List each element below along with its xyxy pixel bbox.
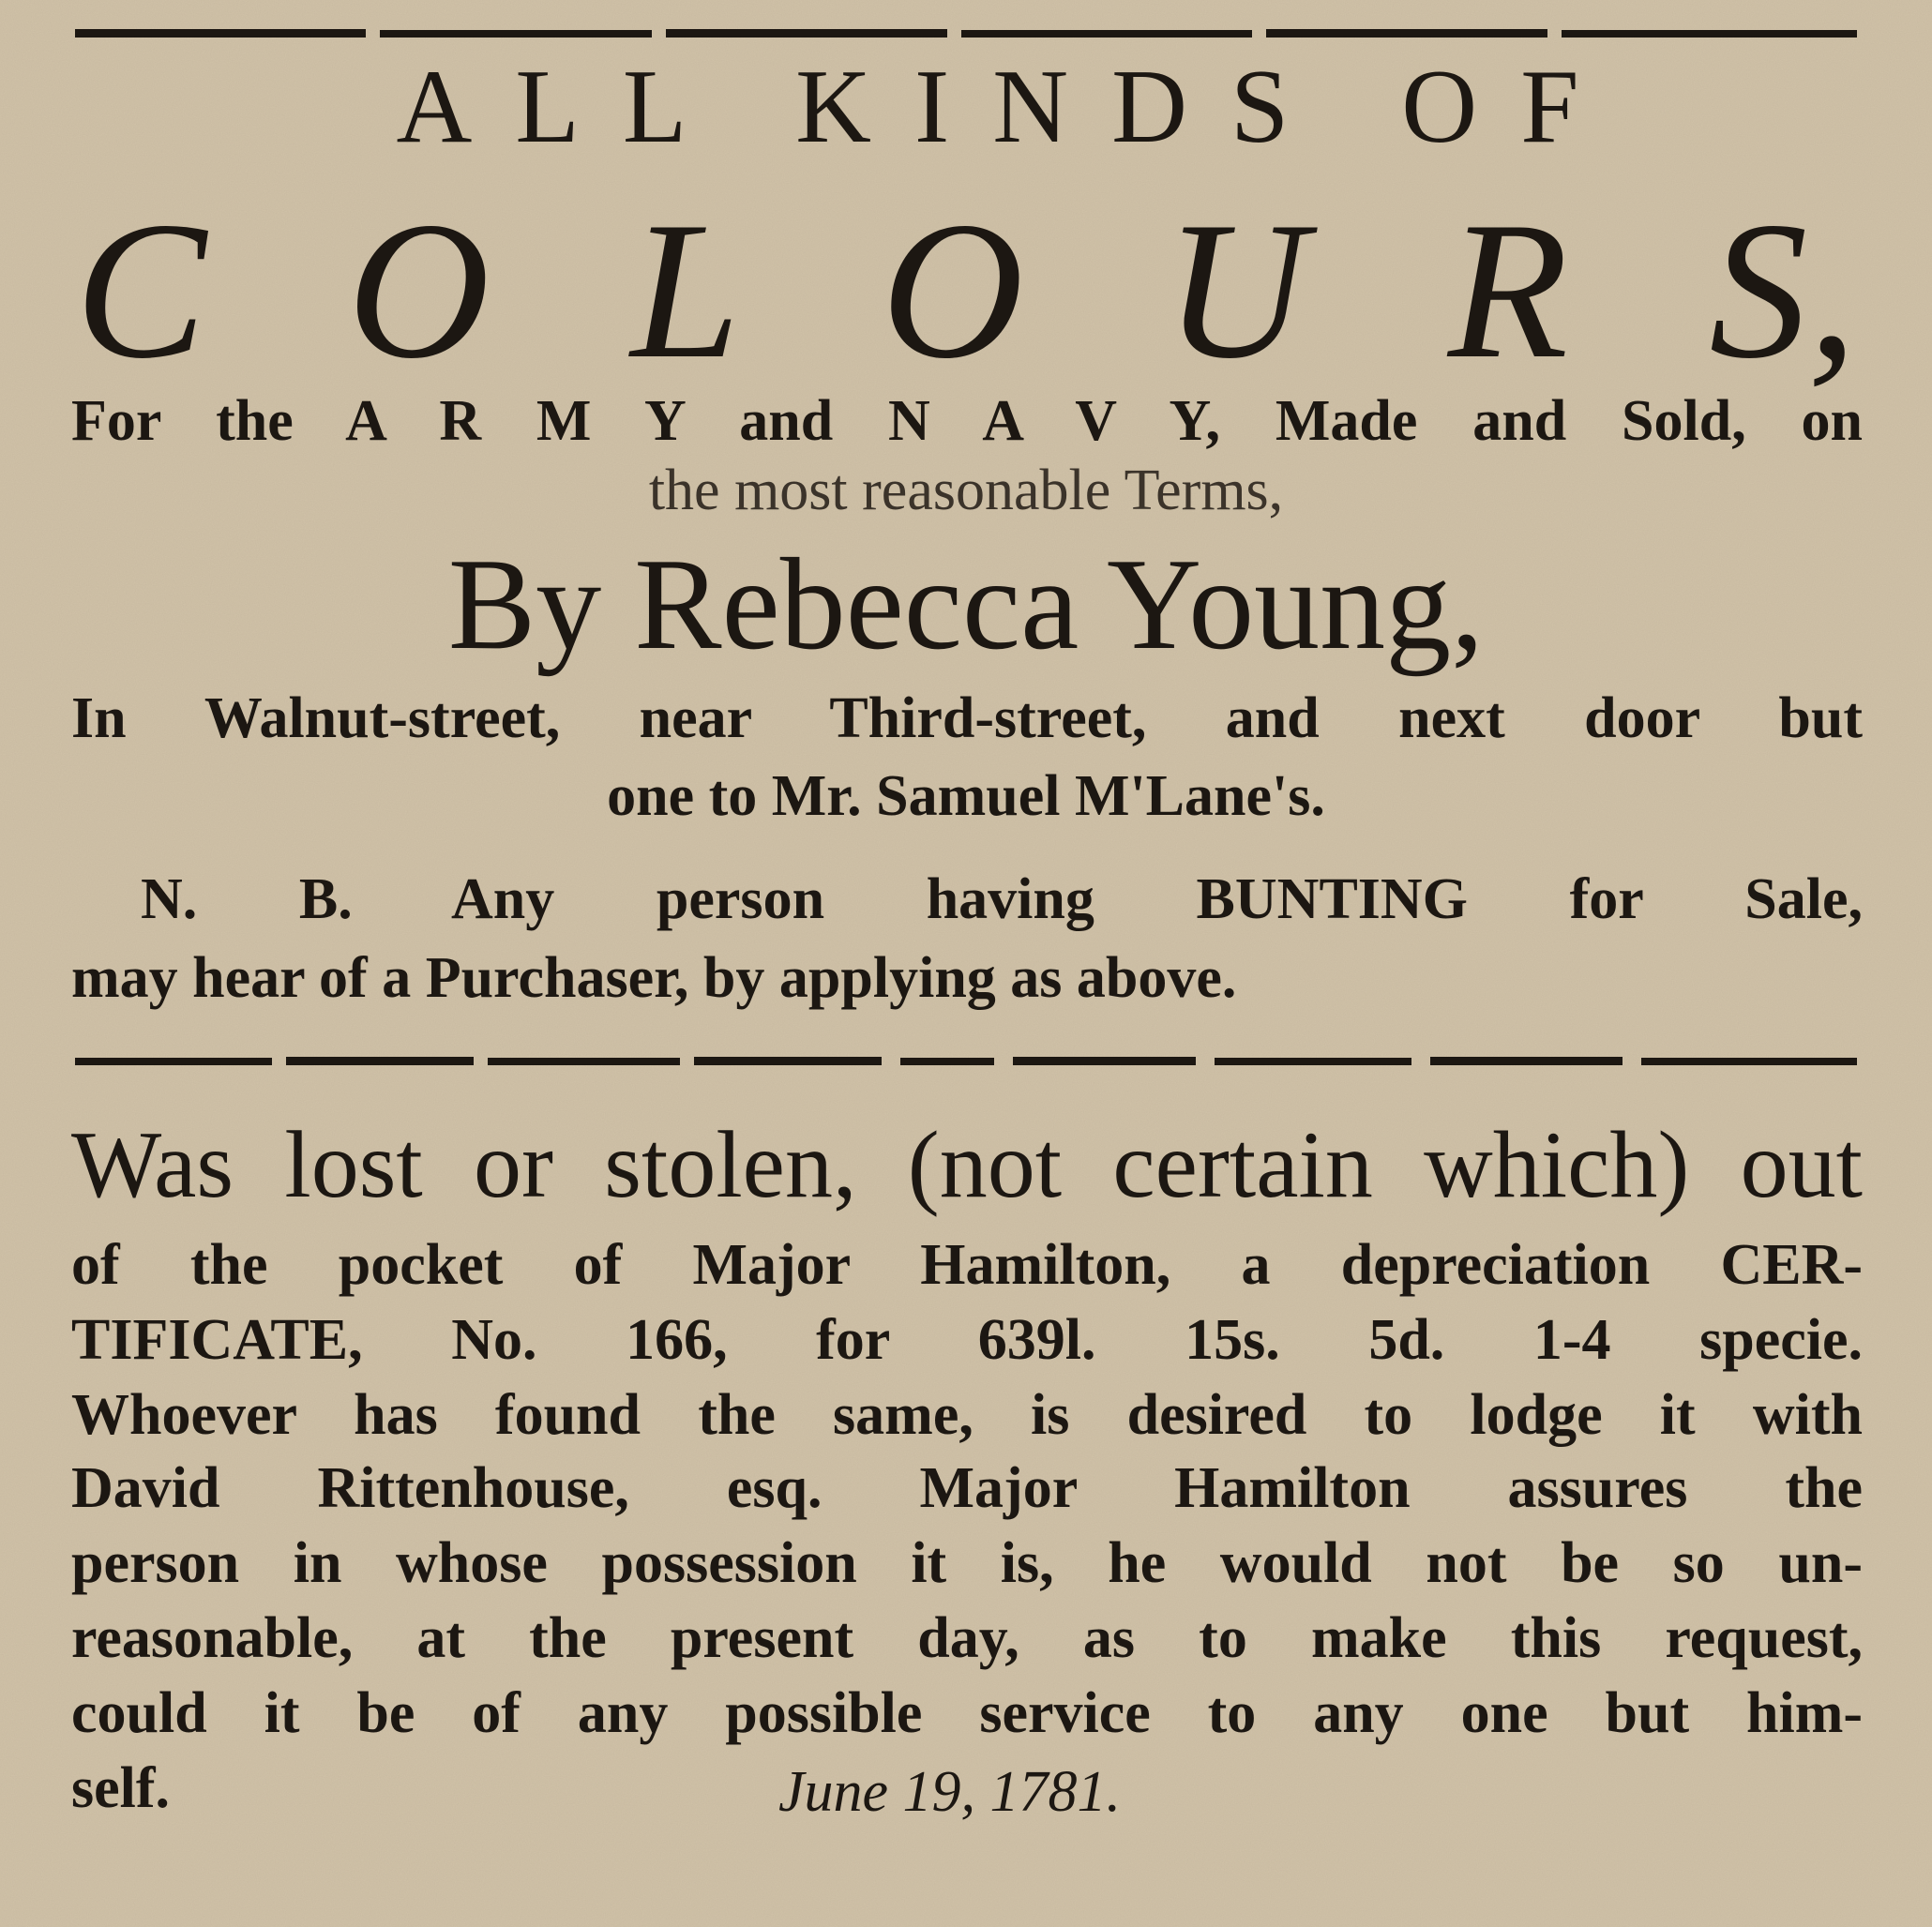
heading-letter: O <box>347 182 491 399</box>
ad-address-line-2: one to Mr. Samuel M'Lane's. <box>607 764 1325 828</box>
ad-heading-all-kinds-of: ALL KINDS OF <box>396 49 1623 165</box>
notice-body-line: Whoever has found the same, is desired to lodge it with <box>71 1383 1863 1447</box>
ad-nota-bene-line-1: N. B. Any person having BUNTING for Sale, <box>141 867 1863 931</box>
middle-divider-rule <box>75 1054 1857 1067</box>
ad-address-line-1: In Walnut-street, near Third-street, and next door but <box>71 686 1863 750</box>
notice-date: June 19, 1781. <box>778 1760 1122 1824</box>
ad-nota-bene-line-2: may hear of a Purchaser, by applying as above. <box>71 946 1237 1010</box>
notice-body-line: David Rittenhouse, esq. Major Hamilton assures the <box>71 1456 1863 1520</box>
notice-body-line: person in whose possession it is, he would not be so un- <box>71 1531 1863 1595</box>
ad-byline: By Rebecca Young, <box>447 532 1485 677</box>
heading-letter: U <box>1164 182 1307 399</box>
top-divider-rule <box>75 26 1857 39</box>
heading-letter: C <box>75 182 207 399</box>
heading-letter: L <box>630 182 741 399</box>
heading-letter: O <box>881 182 1024 399</box>
notice-last-word: self. <box>71 1756 171 1820</box>
ad-line-army-navy: For the A R M Y and N A V Y, Made and Sold, on <box>71 389 1863 453</box>
heading-letter: R <box>1447 182 1569 399</box>
ad-line-reasonable-terms: the most reasonable Terms, <box>648 459 1284 522</box>
notice-headline: Was lost or stolen, (not certain which) out <box>71 1112 1863 1218</box>
notice-body-line: TIFICATE, No. 166, for 639l. 15s. 5d. 1-4 specie. <box>71 1308 1863 1372</box>
notice-body-line: of the pocket of Major Hamilton, a depreciation CER- <box>71 1233 1863 1297</box>
notice-body-line: could it be of any possible service to any one but him- <box>71 1681 1863 1745</box>
notice-body-line: reasonable, at the present day, as to make this request, <box>71 1606 1863 1670</box>
ad-heading-colours <box>75 182 1857 399</box>
heading-letter: S, <box>1709 182 1857 399</box>
